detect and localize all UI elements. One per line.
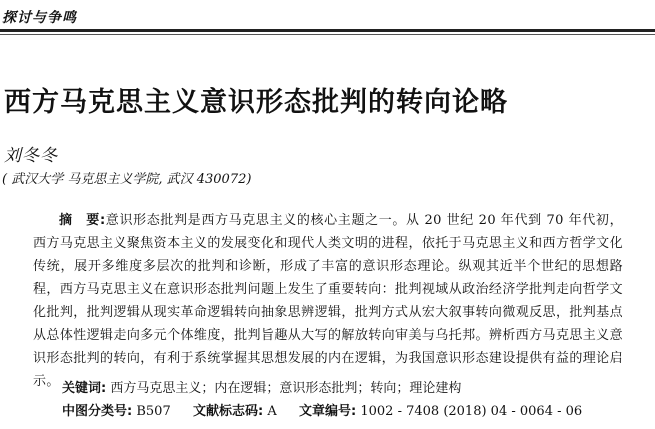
- author-affiliation: ( 武汉大学 马克思主义学院, 武汉 430072): [2, 172, 252, 187]
- abstract: [33, 209, 623, 393]
- keywords-text: 西方马克思主义；内在逻辑；意识形态批判；转向；理论建构: [110, 381, 462, 396]
- classification-line: [62, 402, 582, 422]
- header-rule-thick: [0, 29, 655, 32]
- doc-code-label: 文献标志码:: [193, 404, 264, 419]
- abstract-label: 摘 要:: [59, 213, 106, 228]
- section-header: 探讨与争鸣: [2, 10, 77, 26]
- abstract-text: 意识形态批判是西方马克思主义的核心主题之一。从 20 世纪 20 年代到 70 年代初，西方马克思主义聚焦资本主义的发展变化和现代人类文明的进程，依托于马克思主义和西方哲学文化传统，展开多维度多层次的批判和诊断，形成了丰富的意识形态理论。纵观其近半个世纪的思想路程，西方马克思主义在意识形态批判问题上发生了重要转向：批判视域从政治经济学批判走向哲学文化批判，批判逻辑从现实革命逻辑转向抽象思辨逻辑，批判方式从宏大叙事转向微观反思，批判基点从总体性逻辑走向多元个体维度，批判旨趣从大写的解放转向审美与乌托邦。辨析西方马克思主义意识形态批判的转向，有利于系统掌握其思想发展的内在逻辑，为我国意识形态建设提供有益的理论启示。: [33, 213, 623, 389]
- clc-label: 中图分类号:: [62, 404, 133, 419]
- article-title: 西方马克思主义意识形态批判的转向论略: [4, 87, 508, 118]
- clc-value: B507: [136, 404, 171, 419]
- header-rule-thin: [0, 34, 655, 35]
- keywords-line: [62, 379, 461, 399]
- doc-code-value: A: [267, 404, 277, 419]
- article-no-value: 1002 - 7408 (2018) 04 - 0064 - 06: [360, 404, 583, 419]
- keywords-label: 关键词:: [62, 381, 107, 396]
- author-name: 刘冬冬: [4, 146, 58, 166]
- article-no-label: 文章编号:: [299, 404, 357, 419]
